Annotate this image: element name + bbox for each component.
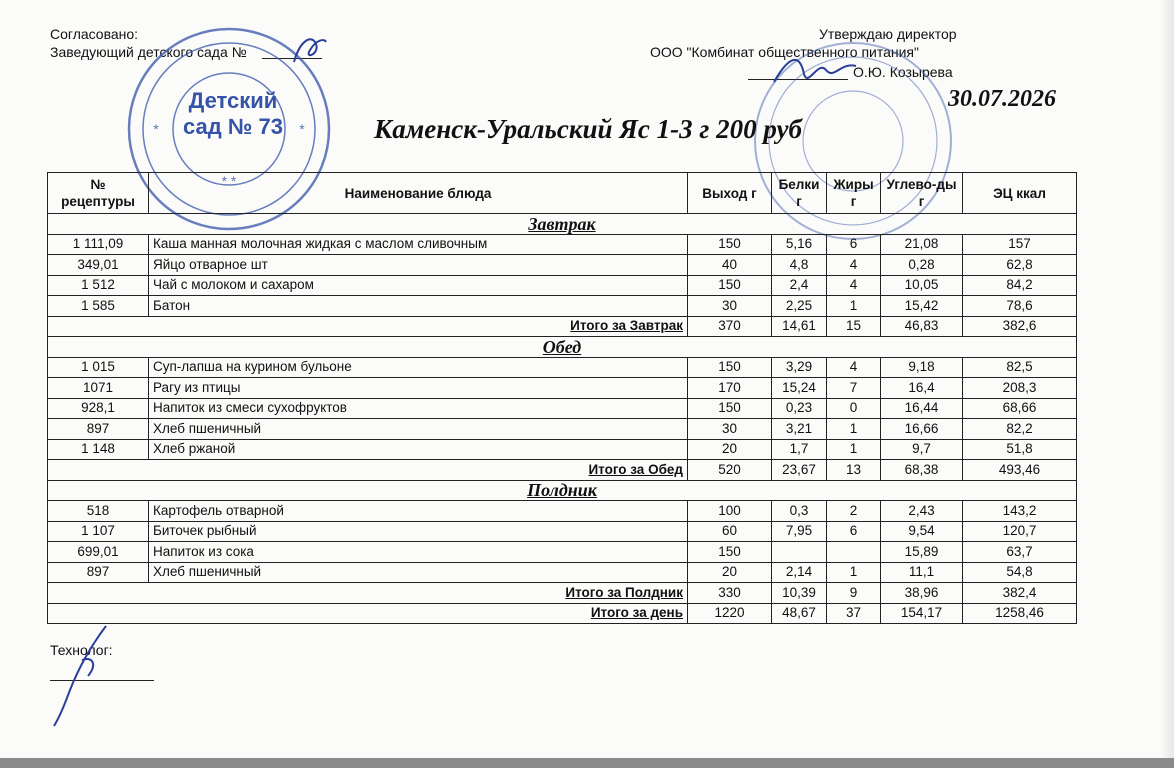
portion-value: 20 [688,439,772,460]
section-lunch-title: Обед [48,337,1077,358]
carb-value: 10,05 [881,275,963,296]
day-total-energy: 1258,46 [963,603,1077,624]
fat-value: 4 [827,357,881,378]
section-row [48,214,1077,235]
agreed-label: Согласовано: [50,26,139,42]
dish-name: Батон [149,296,688,317]
table-row [48,542,1077,563]
total-label: Итого за Завтрак [48,316,688,337]
carb-value: 9,7 [881,439,963,460]
portion-value: 150 [688,398,772,419]
total-row [48,460,1077,481]
header-proteins: Белки г [772,173,827,214]
protein-value: 7,95 [772,521,827,542]
dish-name: Хлеб ржаной [149,439,688,460]
portion-value: 150 [688,542,772,563]
carb-value: 2,43 [881,501,963,522]
section-snack-title: Полдник [48,480,1077,501]
total-carb: 68,38 [881,460,963,481]
carb-value: 9,54 [881,521,963,542]
dish-name: Яйцо отварное шт [149,255,688,276]
kindergarten-number-line [262,58,322,59]
fat-value: 1 [827,419,881,440]
portion-value: 20 [688,562,772,583]
recipe-number: 1 148 [48,439,149,460]
technologist-label: Технолог: [50,642,113,658]
table-row [48,296,1077,317]
total-label: Итого за Полдник [48,583,688,604]
carb-value: 0,28 [881,255,963,276]
dish-name: Каша манная молочная жидкая с маслом сливочным [149,234,688,255]
protein-value: 2,4 [772,275,827,296]
fat-value: 6 [827,234,881,255]
day-total-label: Итого за день [48,603,688,624]
protein-value: 1,7 [772,439,827,460]
recipe-number: 928,1 [48,398,149,419]
energy-value: 63,7 [963,542,1077,563]
protein-value: 3,21 [772,419,827,440]
total-portion: 520 [688,460,772,481]
carb-value: 16,44 [881,398,963,419]
total-label: Итого за Обед [48,460,688,481]
protein-value [772,542,827,563]
recipe-number: 1 111,09 [48,234,149,255]
table-row [48,234,1077,255]
recipe-number: 1 512 [48,275,149,296]
energy-value: 68,66 [963,398,1077,419]
protein-value: 2,25 [772,296,827,317]
dish-name: Хлеб пшеничный [149,419,688,440]
table-row [48,501,1077,522]
total-carb: 38,96 [881,583,963,604]
recipe-number: 518 [48,501,149,522]
header-portion: Выход г [688,173,772,214]
total-fat: 13 [827,460,881,481]
total-row [48,583,1077,604]
portion-value: 40 [688,255,772,276]
table-row [48,439,1077,460]
energy-value: 54,8 [963,562,1077,583]
total-protein: 23,67 [772,460,827,481]
header-dish-name: Наименование блюда [149,173,688,214]
dish-name: Рагу из птицы [149,378,688,399]
protein-value: 0,23 [772,398,827,419]
table-row [48,521,1077,542]
energy-value: 82,5 [963,357,1077,378]
svg-text:* *: * * [221,173,237,189]
menu-date: 30.07.2026 [948,86,1056,112]
energy-value: 208,3 [963,378,1077,399]
protein-value: 5,16 [772,234,827,255]
dish-name: Чай с молоком и сахаром [149,275,688,296]
day-total-carb: 154,17 [881,603,963,624]
total-energy: 382,6 [963,316,1077,337]
table-row [48,275,1077,296]
scan-bottom-border [0,758,1174,768]
fat-value: 4 [827,275,881,296]
day-total-protein: 48,67 [772,603,827,624]
protein-value: 4,8 [772,255,827,276]
carb-value: 15,42 [881,296,963,317]
fat-value: 2 [827,501,881,522]
table-row [48,357,1077,378]
carb-value: 11,1 [881,562,963,583]
recipe-number: 699,01 [48,542,149,563]
fat-value: 1 [827,562,881,583]
table-row [48,419,1077,440]
header-carbs: Углево-ды г [881,173,963,214]
protein-value: 2,14 [772,562,827,583]
portion-value: 60 [688,521,772,542]
protein-value: 0,3 [772,501,827,522]
day-total-portion: 1220 [688,603,772,624]
protein-value: 15,24 [772,378,827,399]
total-fat: 9 [827,583,881,604]
dish-name: Картофель отварной [149,501,688,522]
energy-value: 82,2 [963,419,1077,440]
dish-name: Суп-лапша на курином бульоне [149,357,688,378]
energy-value: 143,2 [963,501,1077,522]
kindergarten-head-label: Заведующий детского сада № [50,44,247,60]
recipe-number: 1 585 [48,296,149,317]
energy-value: 120,7 [963,521,1077,542]
table-row [48,562,1077,583]
portion-value: 100 [688,501,772,522]
total-portion: 370 [688,316,772,337]
section-breakfast-title: Завтрак [48,214,1077,235]
total-carb: 46,83 [881,316,963,337]
recipe-number: 1 015 [48,357,149,378]
table-row [48,378,1077,399]
carb-value: 15,89 [881,542,963,563]
energy-value: 62,8 [963,255,1077,276]
total-row [48,316,1077,337]
total-protein: 10,39 [772,583,827,604]
fat-value: 0 [827,398,881,419]
table-row [48,255,1077,276]
total-energy: 493,46 [963,460,1077,481]
energy-value: 84,2 [963,275,1077,296]
portion-value: 30 [688,296,772,317]
scan-edge-shadow [1160,0,1174,758]
total-portion: 330 [688,583,772,604]
fat-value: 4 [827,255,881,276]
protein-value: 3,29 [772,357,827,378]
section-row [48,480,1077,501]
director-name-label: О.Ю. Козырева [853,64,953,80]
svg-text:*: * [153,121,159,137]
portion-value: 150 [688,357,772,378]
energy-value: 51,8 [963,439,1077,460]
header-fats: Жиры г [827,173,881,214]
fat-value: 6 [827,521,881,542]
carb-value: 16,66 [881,419,963,440]
total-energy: 382,4 [963,583,1077,604]
section-row [48,337,1077,358]
portion-value: 30 [688,419,772,440]
dish-name: Хлеб пшеничный [149,562,688,583]
carb-value: 9,18 [881,357,963,378]
portion-value: 150 [688,234,772,255]
recipe-number: 897 [48,562,149,583]
recipe-number: 349,01 [48,255,149,276]
recipe-number: 897 [48,419,149,440]
day-total-row [48,603,1077,624]
director-signature-line [748,79,848,80]
portion-value: 170 [688,378,772,399]
dish-name: Напиток из сока [149,542,688,563]
total-fat: 15 [827,316,881,337]
portion-value: 150 [688,275,772,296]
recipe-number: 1071 [48,378,149,399]
company-name-label: ООО "Комбинат общественного питания" [650,44,919,60]
svg-text:*: * [299,121,305,137]
header-recipe-number: № рецептуры [48,173,149,214]
carb-value: 21,08 [881,234,963,255]
approve-director-label: Утверждаю директор [819,26,957,42]
fat-value [827,542,881,563]
dish-name: Биточек рыбный [149,521,688,542]
table-header-row [48,173,1077,214]
day-total-fat: 37 [827,603,881,624]
menu-table [47,172,1077,624]
table-row [48,398,1077,419]
technologist-signature-line [50,680,154,681]
stamp-text: Детский сад № 73 [183,88,283,139]
energy-value: 78,6 [963,296,1077,317]
menu-title: Каменск-Уральский Яс 1-3 г 200 руб [374,114,802,144]
header-energy: ЭЦ ккал [963,173,1077,214]
total-protein: 14,61 [772,316,827,337]
fat-value: 1 [827,296,881,317]
fat-value: 1 [827,439,881,460]
carb-value: 16,4 [881,378,963,399]
fat-value: 7 [827,378,881,399]
energy-value: 157 [963,234,1077,255]
recipe-number: 1 107 [48,521,149,542]
dish-name: Напиток из смеси сухофруктов [149,398,688,419]
